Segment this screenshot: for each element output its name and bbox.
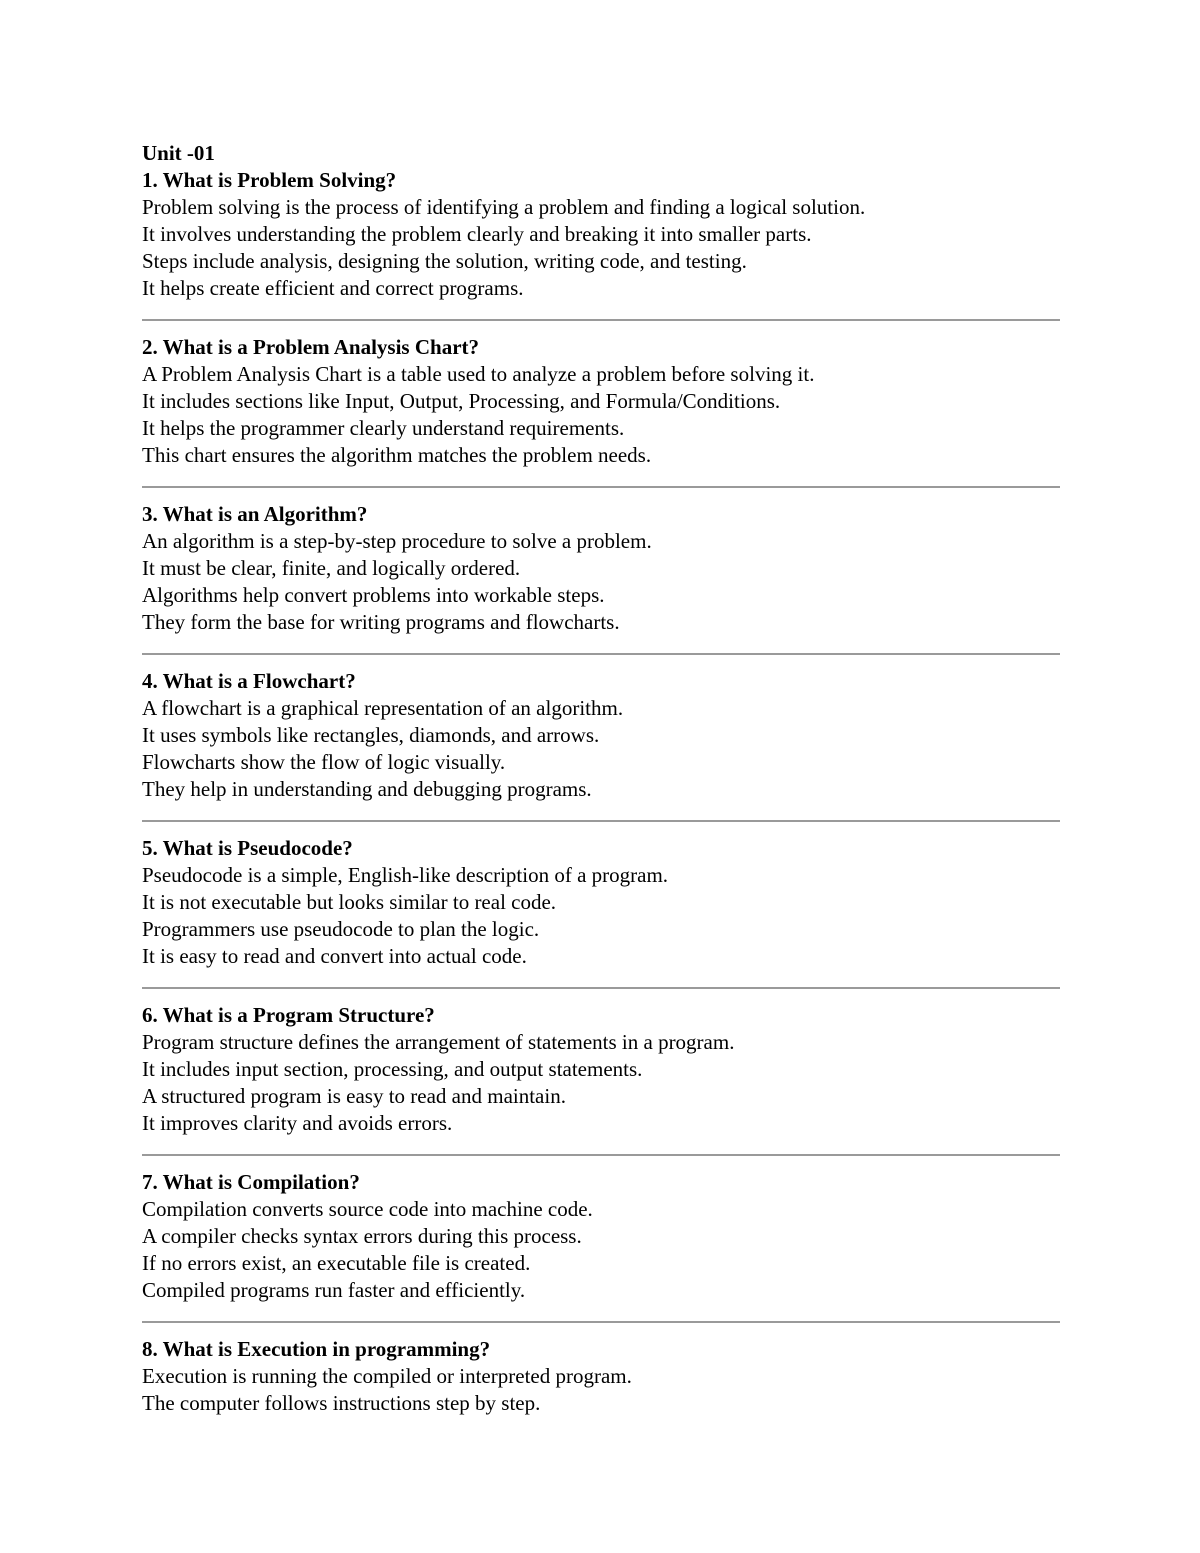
document-page [142, 140, 1060, 1417]
section-problem-analysis-chart [142, 334, 1060, 469]
section-line: Flowcharts show the flow of logic visually. [142, 750, 506, 774]
section-line: It improves clarity and avoids errors. [142, 1111, 453, 1135]
section-line: Programmers use pseudocode to plan the logic. [142, 917, 540, 941]
section-line: It helps the programmer clearly understand requirements. [142, 416, 625, 440]
section-divider [142, 486, 1060, 488]
section-line: A structured program is easy to read and maintain. [142, 1084, 566, 1108]
section-title: 5. What is Pseudocode? [142, 836, 353, 860]
section-line: Program structure defines the arrangement of statements in a program. [142, 1030, 735, 1054]
section-line: A flowchart is a graphical representation of an algorithm. [142, 696, 624, 720]
section-line: It helps create efficient and correct programs. [142, 276, 524, 300]
section-line: A compiler checks syntax errors during this process. [142, 1224, 582, 1248]
section-title: 7. What is Compilation? [142, 1170, 360, 1194]
section-title: 3. What is an Algorithm? [142, 502, 368, 526]
section-line: Algorithms help convert problems into workable steps. [142, 583, 605, 607]
section-line: An algorithm is a step-by-step procedure to solve a problem. [142, 529, 652, 553]
section-divider [142, 1321, 1060, 1323]
section-line: If no errors exist, an executable file is created. [142, 1251, 531, 1275]
section-program-structure [142, 1002, 1060, 1137]
section-title: 8. What is Execution in programming? [142, 1337, 491, 1361]
section-line: Pseudocode is a simple, English-like description of a program. [142, 863, 669, 887]
section-line: A Problem Analysis Chart is a table used to analyze a problem before solving it. [142, 362, 815, 386]
section-algorithm [142, 501, 1060, 636]
section-execution [142, 1336, 1060, 1417]
section-line: They form the base for writing programs and flowcharts. [142, 610, 620, 634]
section-line: Problem solving is the process of identifying a problem and finding a logical solution. [142, 195, 866, 219]
section-divider [142, 319, 1060, 321]
section-title: 6. What is a Program Structure? [142, 1003, 435, 1027]
section-title: 2. What is a Problem Analysis Chart? [142, 335, 480, 359]
section-divider [142, 987, 1060, 989]
section-divider [142, 1154, 1060, 1156]
unit-title: Unit -01 [142, 141, 215, 165]
section-title: 4. What is a Flowchart? [142, 669, 356, 693]
section-line: It includes sections like Input, Output, Processing, and Formula/Conditions. [142, 389, 781, 413]
section-line: They help in understanding and debugging programs. [142, 777, 592, 801]
section-line: It includes input section, processing, and output statements. [142, 1057, 643, 1081]
section-line: It uses symbols like rectangles, diamonds, and arrows. [142, 723, 600, 747]
section-pseudocode [142, 835, 1060, 970]
section-line: The computer follows instructions step by step. [142, 1391, 541, 1415]
section-line: Steps include analysis, designing the solution, writing code, and testing. [142, 249, 747, 273]
section-compilation [142, 1169, 1060, 1304]
section-flowchart [142, 668, 1060, 803]
section-problem-solving [142, 167, 1060, 302]
section-line: Execution is running the compiled or interpreted program. [142, 1364, 632, 1388]
section-title: 1. What is Problem Solving? [142, 168, 397, 192]
section-line: It is not executable but looks similar to real code. [142, 890, 557, 914]
section-line: It is easy to read and convert into actual code. [142, 944, 527, 968]
section-divider [142, 820, 1060, 822]
section-line: This chart ensures the algorithm matches the problem needs. [142, 443, 652, 467]
section-divider [142, 653, 1060, 655]
section-line: It must be clear, finite, and logically ordered. [142, 556, 521, 580]
section-line: Compilation converts source code into machine code. [142, 1197, 593, 1221]
section-line: Compiled programs run faster and efficiently. [142, 1278, 526, 1302]
section-line: It involves understanding the problem clearly and breaking it into smaller parts. [142, 222, 812, 246]
